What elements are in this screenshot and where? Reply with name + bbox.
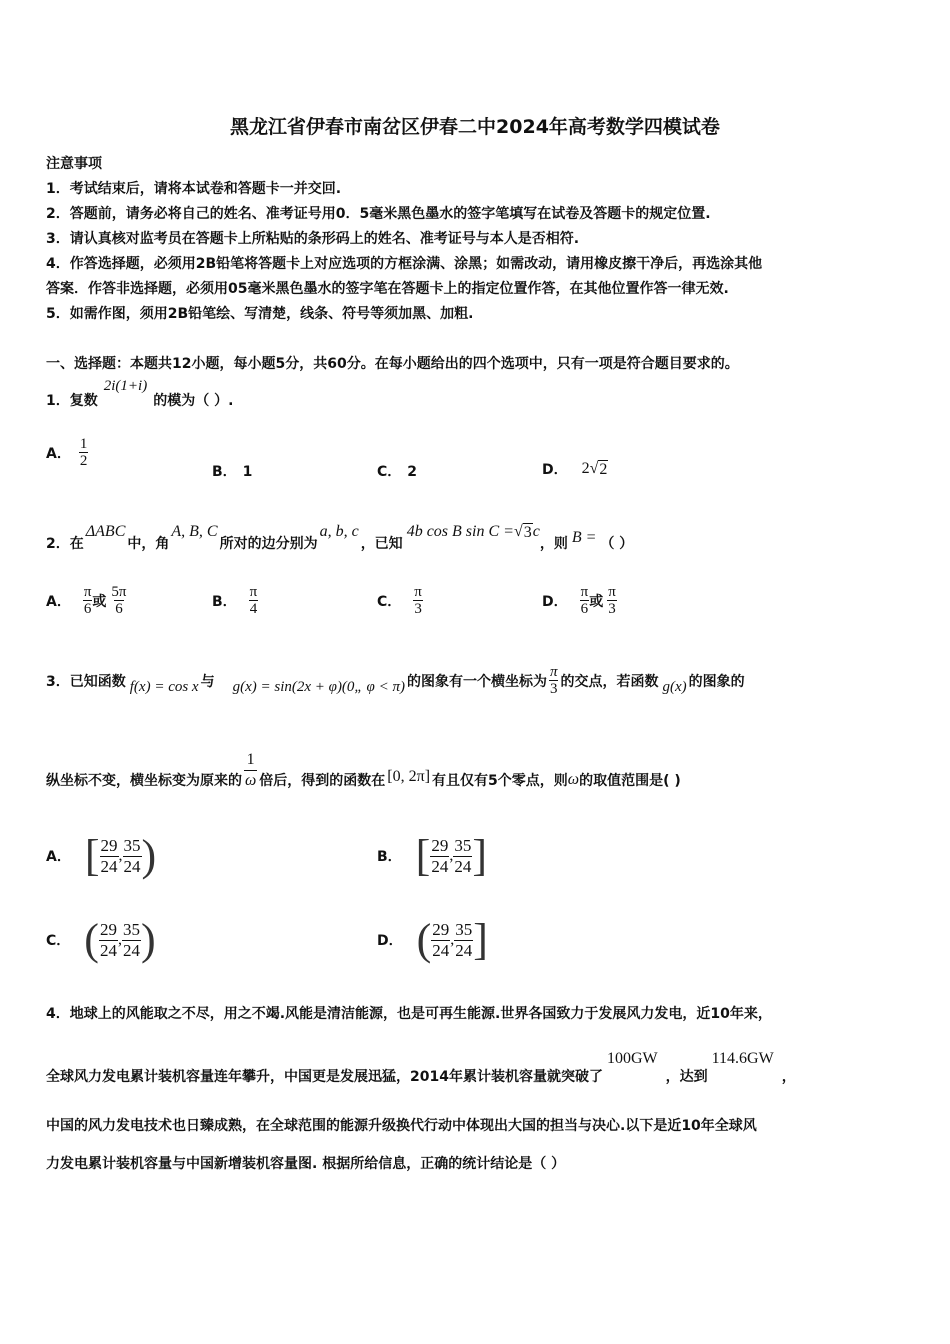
fraction-denominator: 2 bbox=[79, 453, 88, 469]
q4-text: ，达到 bbox=[665, 1069, 708, 1085]
option-label: B． bbox=[212, 464, 237, 480]
q2-text: 所对的边分别为 bbox=[219, 536, 318, 552]
interval-bracket-right: ] bbox=[472, 831, 487, 880]
notice-item-1: 1．考试结束后，请将本试卷和答题卡一并交回. bbox=[46, 181, 342, 197]
notice-heading: 注意事项 bbox=[46, 156, 102, 172]
question-1 bbox=[46, 378, 233, 410]
fraction-numerator: π bbox=[549, 664, 558, 680]
q3-omega: ω bbox=[567, 770, 580, 788]
q1-expression: 2i(1+i) bbox=[103, 378, 148, 394]
q3-function-g: g(x) = sin(2x + φ)(0„ φ < π) bbox=[232, 679, 405, 695]
fraction-numerator: π bbox=[249, 584, 258, 600]
q4-text: 全球风力发电累计装机容量连年攀升，中国更是发展迅猛，2014年累计装机容量就突破了 bbox=[46, 1069, 603, 1085]
q3-interval: [0, 2π] bbox=[387, 767, 431, 785]
fraction-numerator: π bbox=[580, 584, 589, 600]
option-label: B． bbox=[377, 849, 402, 865]
q1-suffix: 的模为（ ）. bbox=[153, 393, 234, 409]
interval-bracket-left: [ bbox=[415, 831, 431, 880]
fraction-denominator: 24 bbox=[454, 856, 472, 876]
q1-option-d: D． 2 √ 2 bbox=[542, 460, 608, 478]
option-value: 2 bbox=[407, 464, 418, 480]
notice-item-3: 3．请认真核对监考员在答题卡上所粘贴的条形码上的姓名、准考证号与本人是否相符. bbox=[46, 231, 580, 247]
fraction-denominator: 24 bbox=[123, 856, 141, 876]
q3-text: 的图象的 bbox=[688, 673, 745, 690]
question-4-line-1: 4．地球上的风能取之不尽，用之不竭.风能是清洁能源，也是可再生能源.世界各国致力于发展风力发电，近10年来， bbox=[46, 1006, 772, 1022]
q2-option-a bbox=[46, 584, 128, 617]
option-value: 1 bbox=[242, 464, 253, 480]
fraction-numerator: 1 bbox=[246, 751, 255, 768]
fraction-denominator: ω bbox=[245, 772, 257, 789]
q1-option-a bbox=[46, 436, 88, 469]
fraction-numerator: 29 bbox=[100, 835, 118, 855]
question-2: 2．在 ΔABC 中，角 A, B, C 所对的边分别为 a, b, c ，已知 4b cos B sin C = √ 3 c ，则 B = （ ） bbox=[46, 523, 634, 552]
fraction-numerator: 1 bbox=[79, 436, 88, 452]
interval-bracket-left: [ bbox=[84, 831, 100, 880]
sqrt-radicand: 2 bbox=[599, 460, 608, 478]
interval-bracket-right: ] bbox=[473, 915, 488, 964]
q3-text: 的交点，若函数 bbox=[560, 673, 659, 690]
option-join: 或 bbox=[589, 593, 604, 610]
fraction-numerator: 35 bbox=[122, 919, 140, 939]
fraction-numerator: 35 bbox=[455, 919, 473, 939]
q3-text: 有且仅有5个零点，则 bbox=[432, 772, 568, 789]
interval-bracket-right: ) bbox=[141, 831, 157, 880]
fraction-denominator: 24 bbox=[455, 940, 473, 960]
interval-bracket-right: ) bbox=[140, 915, 156, 964]
fraction-denominator: 24 bbox=[431, 856, 449, 876]
q2-text: ，则 bbox=[539, 536, 568, 552]
fraction-denominator: 24 bbox=[99, 940, 117, 960]
option-label: A． bbox=[46, 445, 71, 462]
fraction-denominator: 3 bbox=[549, 681, 558, 697]
option-label: A． bbox=[46, 849, 71, 865]
option-join: 或 bbox=[92, 593, 107, 610]
option-label: C． bbox=[377, 593, 402, 610]
q3-text: 3．已知函数 bbox=[46, 673, 126, 690]
question-3-line-2 bbox=[46, 750, 681, 791]
q3-text: 与 bbox=[200, 673, 215, 690]
option-label: C． bbox=[46, 933, 71, 949]
sqrt-coefficient: 2 bbox=[581, 460, 590, 477]
q2-sides: a, b, c bbox=[319, 523, 359, 540]
option-label: B． bbox=[212, 593, 237, 610]
option-label: C． bbox=[377, 464, 402, 480]
q4-text: ， bbox=[781, 1069, 796, 1085]
q2-triangle: ΔABC bbox=[85, 523, 126, 540]
question-3-line-1 bbox=[46, 664, 745, 697]
q3-text: 的取值范围是( ) bbox=[579, 772, 681, 789]
fraction-denominator: 24 bbox=[100, 856, 118, 876]
q2-text: （ ） bbox=[600, 536, 634, 552]
q2-angles: A, B, C bbox=[171, 523, 218, 540]
q2-option-b bbox=[212, 584, 258, 617]
option-label: D． bbox=[542, 462, 568, 478]
q2-equation-sqrt: 3 bbox=[523, 524, 532, 541]
question-4-line-4: 力发电累计装机容量与中国新增装机容量图. 根据所给信息，正确的统计结论是（ ） bbox=[46, 1156, 566, 1172]
fraction-numerator: π bbox=[608, 584, 616, 600]
fraction-denominator: 6 bbox=[115, 601, 123, 617]
fraction-numerator: 29 bbox=[99, 919, 117, 939]
fraction-denominator: 6 bbox=[580, 601, 589, 617]
page-title: 黑龙江省伊春市南岔区伊春二中2024年高考数学四模试卷 bbox=[230, 116, 720, 138]
fraction-numerator: π bbox=[414, 584, 422, 600]
q2-equation-left: 4b cos B sin C = bbox=[406, 523, 514, 540]
fraction-numerator: π bbox=[83, 584, 92, 600]
notice-item-2: 2．答题前，请务必将自己的姓名、准考证号用0．5毫米黑色墨水的签字笔填写在试卷及答题卡的规定位置. bbox=[46, 206, 711, 222]
q2-text: 2．在 bbox=[46, 536, 84, 552]
q4-value-100gw: 100GW bbox=[606, 1050, 658, 1067]
q3-option-a: A． [ $\frac{29}{24}$ , $\frac{35}{24}$ ) bbox=[46, 831, 157, 880]
q3-function-g2: g(x) bbox=[662, 679, 687, 695]
notice-item-4-cont: 答案．作答非选择题，必须用05毫米黑色墨水的签字笔在答题卡上的指定位置作答，在其他位置作答一律无效. bbox=[46, 281, 729, 297]
q2-text: 中，角 bbox=[127, 536, 170, 552]
q1-prefix: 1．复数 bbox=[46, 393, 98, 409]
fraction-numerator: 29 bbox=[431, 835, 449, 855]
fraction-denominator: 24 bbox=[122, 940, 140, 960]
fraction-denominator: 4 bbox=[249, 601, 258, 617]
q3-text: 的图象有一个横坐标为 bbox=[406, 673, 547, 690]
notice-item-5: 5．如需作图，须用2B铅笔绘、写清楚，线条、符号等须加黑、加粗. bbox=[46, 306, 474, 322]
option-label: A． bbox=[46, 593, 71, 610]
q2-option-c bbox=[377, 584, 423, 617]
fraction-numerator: 35 bbox=[123, 835, 141, 855]
q2-option-d bbox=[542, 584, 617, 617]
q3-function-f: f(x) = cos x bbox=[129, 679, 199, 695]
section-heading: 一、选择题：本题共12小题，每小题5分，共60分。在每小题给出的四个选项中，只有一项是符合题目要求的。 bbox=[46, 356, 739, 372]
q3-text: 倍后，得到的函数在 bbox=[259, 772, 386, 789]
interval-bracket-left: ( bbox=[416, 915, 432, 964]
fraction-denominator: 3 bbox=[414, 601, 422, 617]
q4-value-114gw: 114.6GW bbox=[711, 1050, 774, 1067]
fraction-denominator: 24 bbox=[432, 940, 450, 960]
q3-option-c: C． ( $\frac{29}{24}$ , $\frac{35}{24}$ ) bbox=[46, 915, 156, 964]
q1-option-b bbox=[212, 461, 252, 481]
q2-ask: B = bbox=[571, 529, 597, 546]
q3-option-d: D． ( $\frac{29}{24}$ , $\frac{35}{24}$ ] bbox=[377, 915, 488, 964]
fraction-denominator: 3 bbox=[608, 601, 616, 617]
fraction-numerator: 35 bbox=[454, 835, 472, 855]
interval-bracket-left: ( bbox=[84, 915, 99, 964]
q2-text: ，已知 bbox=[360, 536, 403, 552]
option-label: D． bbox=[377, 933, 403, 949]
q3-text: 纵坐标不变，横坐标变为原来的 bbox=[46, 772, 242, 789]
fraction-denominator: 6 bbox=[83, 601, 92, 617]
fraction-numerator: 5π bbox=[111, 584, 127, 600]
q1-option-c bbox=[377, 461, 417, 481]
q3-option-b: B． [ $\frac{29}{24}$ , $\frac{35}{24}$ ] bbox=[377, 831, 487, 880]
notice-item-4: 4．作答选择题，必须用2B铅笔将答题卡上对应选项的方框涂满、涂黑；如需改动，请用橡皮擦干净后，再选涂其他 bbox=[46, 256, 763, 272]
option-label: D． bbox=[542, 593, 568, 610]
q2-equation-right: c bbox=[532, 523, 540, 540]
fraction-numerator: 29 bbox=[432, 919, 450, 939]
question-4-line-3: 中国的风力发电技术也日臻成熟，在全球范围的能源升级换代行动中体现出大国的担当与决心.以下是近10年全球风 bbox=[46, 1118, 757, 1134]
question-4-line-2 bbox=[46, 1050, 796, 1086]
